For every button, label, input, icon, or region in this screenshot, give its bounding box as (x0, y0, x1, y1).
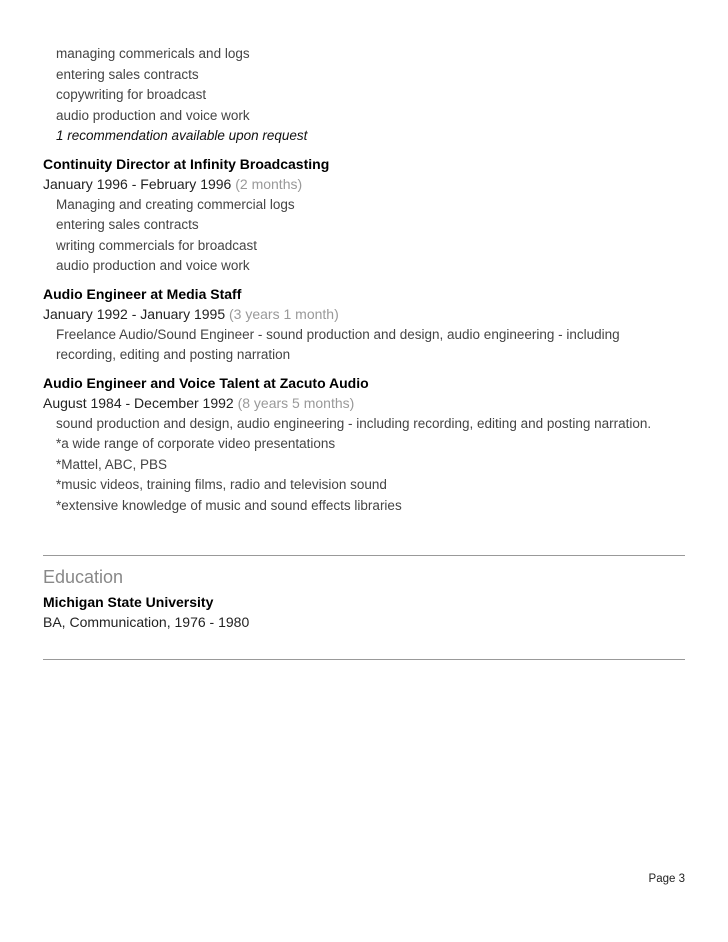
description-line: entering sales contracts (56, 217, 199, 232)
page-number: Page 3 (648, 873, 685, 885)
job-title: Audio Engineer at Media Staff (43, 285, 242, 302)
description-line: audio production and voice work (56, 107, 250, 123)
section-divider (43, 659, 685, 660)
section-divider (43, 555, 685, 556)
description-line: *Mattel, ABC, PBS (56, 456, 168, 472)
description-line: entering sales contracts (56, 66, 199, 82)
job-entry-infinity-broadcasting (43, 154, 688, 277)
job-duration: (2 months) (235, 175, 303, 192)
job-title: Continuity Director at Infinity Broadcasting (43, 155, 330, 172)
education-section (43, 565, 685, 632)
section-heading-education: Education (43, 567, 124, 587)
description-line: writing commercials for broadcast (56, 237, 258, 253)
degree-details: BA, Communication, 1976 - 1980 (43, 614, 250, 630)
job-dates (43, 304, 688, 324)
description-line: managing commericals and logs (56, 46, 250, 61)
description-line: Freelance Audio/Sound Engineer - sound production and design, audio engineering - including (56, 326, 620, 342)
description-line: *extensive knowledge of music and sound effects libraries (56, 497, 402, 513)
job-title: Audio Engineer and Voice Talent at Zacuto Audio (43, 374, 369, 391)
job-duration: (3 years 1 month) (229, 305, 339, 322)
description-line: *music videos, training films, radio and television sound (56, 477, 387, 492)
description-line: *a wide range of corporate video presentations (56, 436, 336, 451)
recommendation-note: 1 recommendation available upon request (56, 128, 308, 143)
experience-section (43, 44, 688, 516)
description-line: copywriting for broadcast (56, 87, 207, 102)
description-line: Managing and creating commercial logs (56, 196, 295, 212)
job-date-range: August 1984 - December 1992 (43, 394, 234, 411)
job-date-range: January 1996 - February 1996 (43, 175, 232, 192)
job-duration: (8 years 5 months) (237, 394, 355, 411)
job-date-range: January 1992 - January 1995 (43, 305, 226, 322)
job-dates (43, 174, 688, 194)
school-name: Michigan State University (43, 594, 214, 610)
description-line: recording, editing and posting narration (56, 347, 291, 362)
job-entry-zacuto-audio (43, 373, 688, 517)
job-dates (43, 393, 688, 413)
job-entry-media-staff (43, 284, 688, 366)
previous-job-description (43, 44, 688, 147)
description-line: audio production and voice work (56, 258, 250, 273)
description-line: sound production and design, audio engineering - including recording, editing and posting narration. (56, 415, 652, 431)
